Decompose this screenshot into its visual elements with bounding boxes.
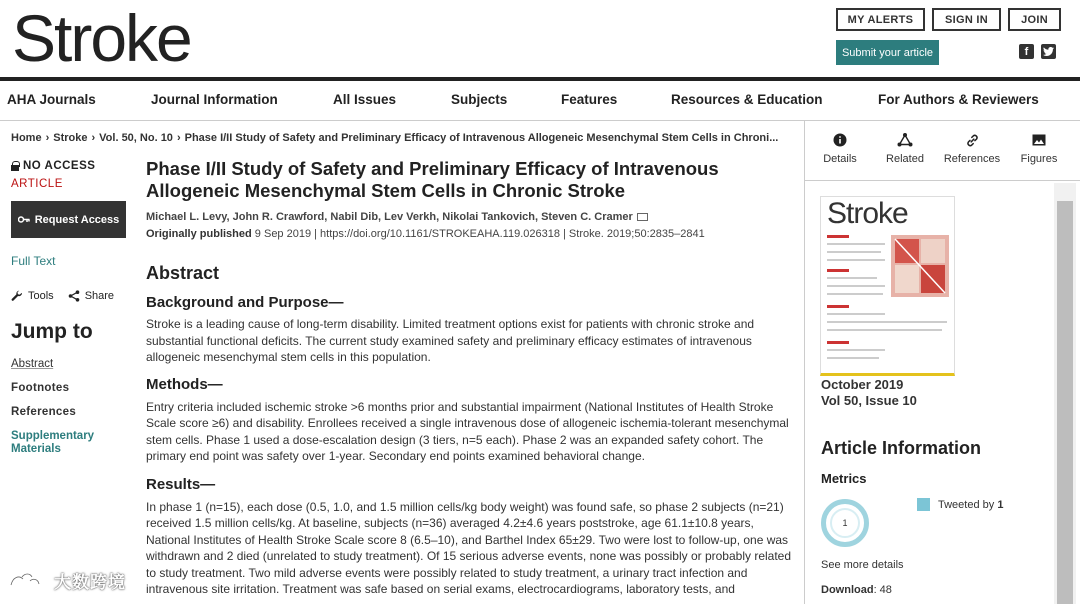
link-icon [965, 133, 980, 148]
tab-figures-label: Figures [1020, 153, 1058, 165]
metrics-heading: Metrics [821, 471, 867, 486]
journal-logo[interactable]: Stroke [12, 1, 191, 75]
share-button[interactable] [68, 290, 114, 302]
issue-month: October 2019 [821, 377, 904, 392]
originally-published-label: Originally published [146, 228, 252, 240]
jump-references-link[interactable]: References [11, 406, 77, 418]
authors-text[interactable]: Michael L. Levy, John R. Crawford, Nabil Dib, Lev Verkh, Nikolai Tankovich, Steven C. Cramer [146, 211, 633, 223]
submit-article-button[interactable]: Submit your article [836, 40, 939, 65]
article-information-heading: Article Information [821, 438, 982, 458]
cover-figure [891, 235, 949, 297]
issue-info[interactable] [821, 377, 917, 409]
tweeted-label: Tweeted by [938, 499, 998, 511]
twitter-icon[interactable] [1041, 44, 1056, 59]
request-access-button[interactable] [11, 201, 126, 238]
published-details[interactable]: 9 Sep 2019 | https://doi.org/10.1161/STROKEAHA.119.026318 | Stroke. 2019;50:2835–2841 [251, 228, 705, 240]
results-paragraph: In phase 1 (n=15), each dose (0.5, 1.0, and 1.5 million cells/kg body weight) was found safe, so phase 2 subjects (n=21) received 1.5 million cells/kg. At baseline, subjects (n=36) averaged 4.2±4.6 years poststroke, age 61.1±10.8 years, National Institutes of Health Stroke Scale score 8 (6.5–10), and Barthel Index 65±29. Two were lost to follow-up, one was withdrawn and 2 died (unrelated to study treatment). Of 15 serious adverse events, none was possibly or probably related to study treatment. Two mild adverse events were possibly related to study treatment, a urinary tract infection and intravenous site irritation. Treatment was safe based on serial exams, electrocardiograms, laboratory tests, and [146, 499, 792, 596]
breadcrumb-stroke[interactable]: Stroke [53, 132, 88, 144]
panel-tabs [805, 121, 1080, 181]
share-icon [68, 290, 80, 302]
main-nav [0, 82, 1080, 119]
right-panel [804, 121, 1080, 604]
full-text-link[interactable]: Full Text [11, 254, 56, 268]
image-icon [1032, 134, 1046, 146]
background-paragraph: Stroke is a leading cause of long-term disability. Limited treatment options exist for patients with chronic stroke and substantial functional deficits. The current study examined safety and preliminary efficacy estimates of intravenous allogeneic mesenchymal stem cells in this population. [146, 317, 755, 364]
jump-to-heading: Jump to [11, 320, 93, 343]
key-icon [18, 216, 30, 223]
methods-paragraph: Entry criteria included ischemic stroke >6 months prior and substantial impairment (National Institutes of Health Stroke Scale score ≥6) and disability. Enrollees received a single intravenous dose of allogeneic ischemia-tolerant mesenchymal stem cells. Phase 1 used a dose-escalation design (3 tiers, n=5 each). Phase 2 was an expanded safety cohort. The primary end point was safety over 1-year. Secondary end points examined behavioral change. [146, 399, 789, 463]
no-access-label: NO ACCESS [23, 160, 96, 172]
nav-journal-information[interactable]: Journal Information [151, 92, 278, 107]
nav-for-authors-reviewers[interactable]: For Authors & Reviewers [878, 92, 1039, 107]
results-heading: Results— [146, 475, 216, 493]
article-title: Phase I/II Study of Safety and Preliminary Efficacy of Intravenous Allogeneic Mesenchymal Stem Cells in Chronic Stroke [146, 158, 719, 201]
nav-features[interactable]: Features [561, 92, 618, 107]
breadcrumb: Home › Stroke › Vol. 50, No. 10 › Phase I/II Study of Safety and Preliminary Efficacy of Intravenous Allogeneic Mesenchymal Stem Cells in Chroni... [11, 132, 779, 144]
tab-figures[interactable] [1004, 132, 1074, 165]
breadcrumb-home[interactable]: Home [11, 132, 42, 144]
request-access-label: Request Access [34, 213, 120, 226]
scrollbar-thumb[interactable] [1057, 201, 1073, 604]
tab-references-label: References [943, 153, 1001, 165]
tab-details-label: Details [823, 153, 857, 165]
download-label: Download [821, 584, 874, 596]
breadcrumb-volume[interactable]: Vol. 50, No. 10 [99, 132, 173, 144]
my-alerts-button[interactable]: MY ALERTS [836, 8, 925, 31]
altmetric-score: 1 [842, 518, 848, 528]
tab-references[interactable] [937, 132, 1007, 165]
cover-title: Stroke [827, 197, 908, 230]
issue-volume: Vol 50, Issue 10 [821, 393, 917, 408]
left-sidebar [11, 160, 131, 456]
jump-footnotes-link[interactable]: Footnotes [11, 382, 70, 394]
jump-supplementary-link[interactable]: Supplementary Materials [11, 430, 95, 455]
tab-related[interactable] [870, 132, 940, 165]
header-divider [0, 77, 1080, 81]
article-label: ARTICLE [11, 178, 63, 190]
download-count [821, 584, 892, 596]
wrench-icon [11, 290, 23, 302]
tools-label: Tools [28, 290, 54, 302]
nav-resources-education[interactable]: Resources & Education [671, 92, 823, 107]
download-number: : 48 [873, 584, 892, 596]
abstract-heading: Abstract [146, 263, 220, 283]
network-icon [897, 133, 913, 147]
join-button[interactable]: JOIN [1008, 8, 1061, 31]
watermark-text: 大数跨境 [54, 573, 126, 592]
lock-icon [11, 161, 19, 171]
panel-scrollbar[interactable] [1054, 183, 1076, 604]
tab-details[interactable] [805, 132, 875, 165]
sign-in-button[interactable]: SIGN IN [932, 8, 1001, 31]
jump-abstract-link[interactable]: Abstract [11, 358, 54, 370]
tab-related-label: Related [886, 153, 924, 165]
altmetric-badge[interactable] [821, 499, 869, 547]
see-more-details-link[interactable]: See more details [821, 559, 904, 571]
article-main [146, 158, 796, 598]
nav-aha-journals[interactable]: AHA Journals [7, 92, 96, 107]
facebook-icon[interactable]: f [1019, 44, 1034, 59]
background-heading: Background and Purpose— [146, 294, 344, 311]
access-status [11, 160, 131, 172]
methods-heading: Methods— [146, 375, 223, 393]
watermark [8, 568, 126, 593]
info-icon [833, 133, 847, 147]
publication-info [146, 228, 796, 240]
tools-button[interactable] [11, 290, 54, 302]
share-label: Share [84, 290, 115, 302]
issue-cover-image[interactable] [820, 196, 955, 376]
nav-subjects[interactable]: Subjects [451, 92, 508, 107]
tweeted-by[interactable] [938, 499, 1003, 511]
mail-icon[interactable] [637, 213, 648, 221]
twitter-color-key [917, 498, 930, 511]
nav-all-issues[interactable]: All Issues [333, 92, 397, 107]
author-list [146, 211, 796, 223]
breadcrumb-current: Phase I/II Study of Safety and Preliminary Efficacy of Intravenous Allogeneic Mesenchymal Stem Cells in Chroni... [184, 132, 779, 144]
tweeted-count: 1 [997, 499, 1004, 511]
watermark-logo-icon [8, 571, 48, 591]
tools-share-row [11, 290, 131, 302]
